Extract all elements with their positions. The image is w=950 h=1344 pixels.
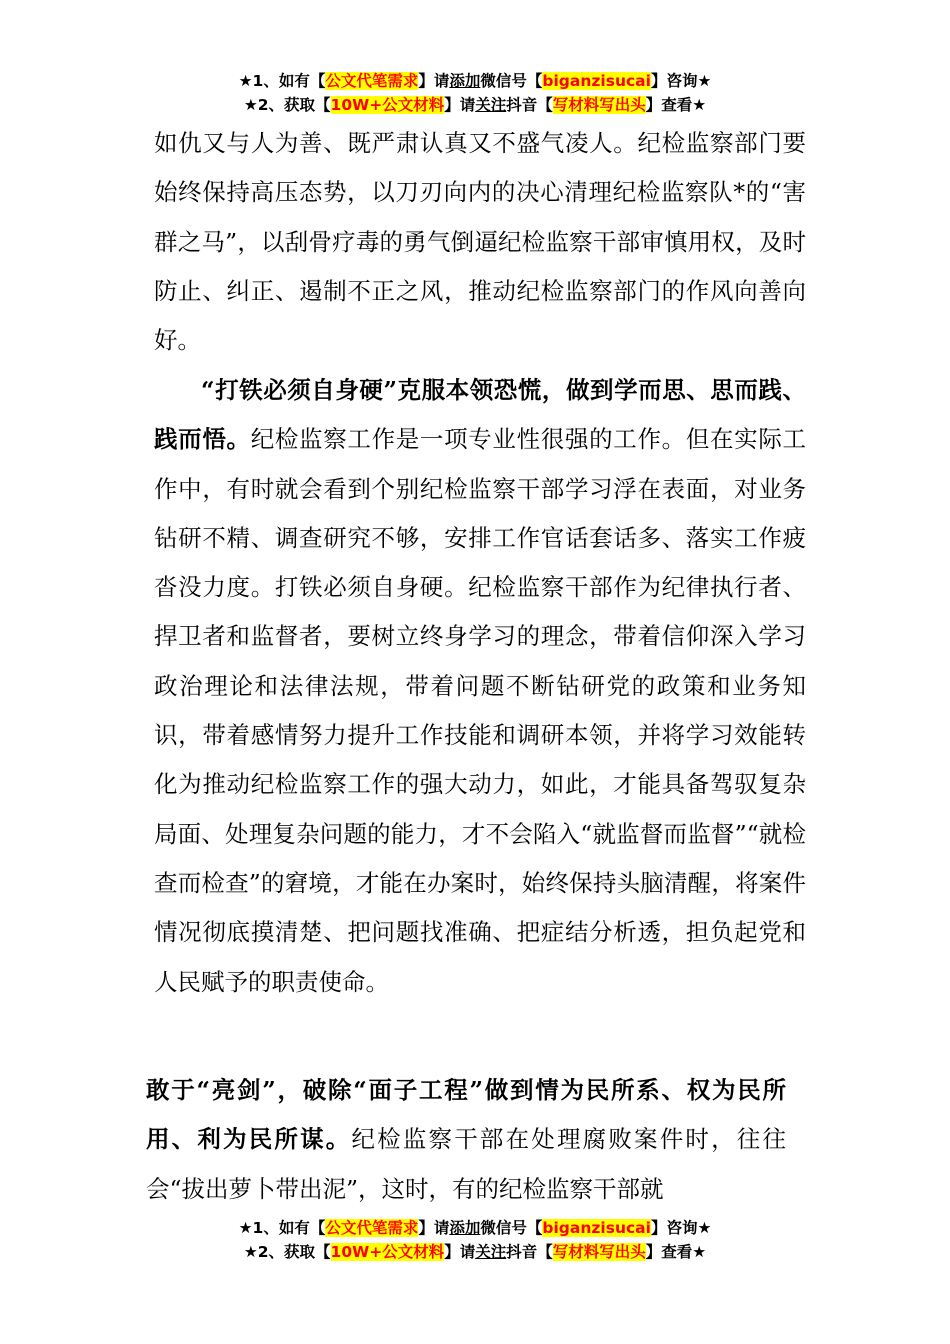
- banner-highlight: 写材料写出头: [552, 1243, 646, 1261]
- banner-highlight: 10W+公文材料: [330, 1243, 445, 1261]
- footer-banner-line-2: ★2、获取【10W+公文材料】请关注抖音【写材料写出头】查看★: [243, 1243, 707, 1261]
- paragraph-text: 纪检监察工作是一项专业性很强的工作。但在实际工作中，有时就会看到个别纪检监察干部学习浮在表面，对业务钻研不精、调查研究不够，安排工作官话套话多、落实工作疲沓没力度。打铁必须自身硬。纪检监察干部作为纪律执行者、捍卫者和监督者，要树立终身学习的理念，带着信仰深入学习政治理论和法律法规，带着问题不断钻研党的政策和业务知识，带着感情努力提升工作技能和调研本领，并将学习效能转化为推动纪检监察工作的强大动力，如此，才能具备驾驭复杂局面、处理复杂问题的能力，才不会陷入“就监督而监督”“就检查而检查”的窘境，才能在办案时，始终保持头脑清醒，将案件情况彻底摸清楚、把问题找准确、把症结分析透，担负起党和人民赋予的职责使命。: [154, 425, 807, 996]
- banner-highlight: 写材料写出头: [552, 96, 646, 114]
- body-paragraph-3: [146, 1066, 786, 1214]
- paragraph-text: 纪检监察干部在处理腐败案件时，往往会“拔出萝卜带出泥”，这时，有的纪检监察干部就: [146, 1125, 786, 1203]
- banner-highlight: 公文代笔需求: [325, 72, 419, 90]
- footer-banner-line-1: ★1、如有【公文代笔需求】请添加微信号【biganzisucai】咨询★: [238, 1219, 712, 1237]
- banner-highlight: biganzisucai: [542, 1219, 651, 1237]
- banner-highlight: 10W+公文材料: [330, 96, 445, 114]
- body-paragraph-1: 如仇又与人为善、既严肃认真又不盛气凌人。纪检监察部门要始终保持高压态势，以刀刃向内的决心清理纪检监察队*的“害群之马”，以刮骨疗毒的勇气倒逼纪检监察干部审慎用权，及时防止、纠正、遏制不正之风，推动纪检监察部门的作风向善向好。: [154, 129, 806, 355]
- paragraph-heading: “打铁必须自身硬”克服本领恐慌，做到学而思、思而践、践而悟。: [154, 376, 806, 454]
- body-paragraph-2: [154, 366, 806, 1007]
- header-banner-line-2: ★2、获取【10W+公文材料】请关注抖音【写材料写出头】查看★: [243, 96, 707, 114]
- header-banner-line-1: ★1、如有【公文代笔需求】请添加微信号【biganzisucai】咨询★: [238, 72, 712, 90]
- paragraph-heading: 敢于“亮剑”，破除“面子工程”做到情为民所系、权为民所用、利为民所谋。: [146, 1076, 786, 1154]
- banner-highlight: 公文代笔需求: [325, 1219, 419, 1237]
- banner-highlight: biganzisucai: [542, 72, 651, 90]
